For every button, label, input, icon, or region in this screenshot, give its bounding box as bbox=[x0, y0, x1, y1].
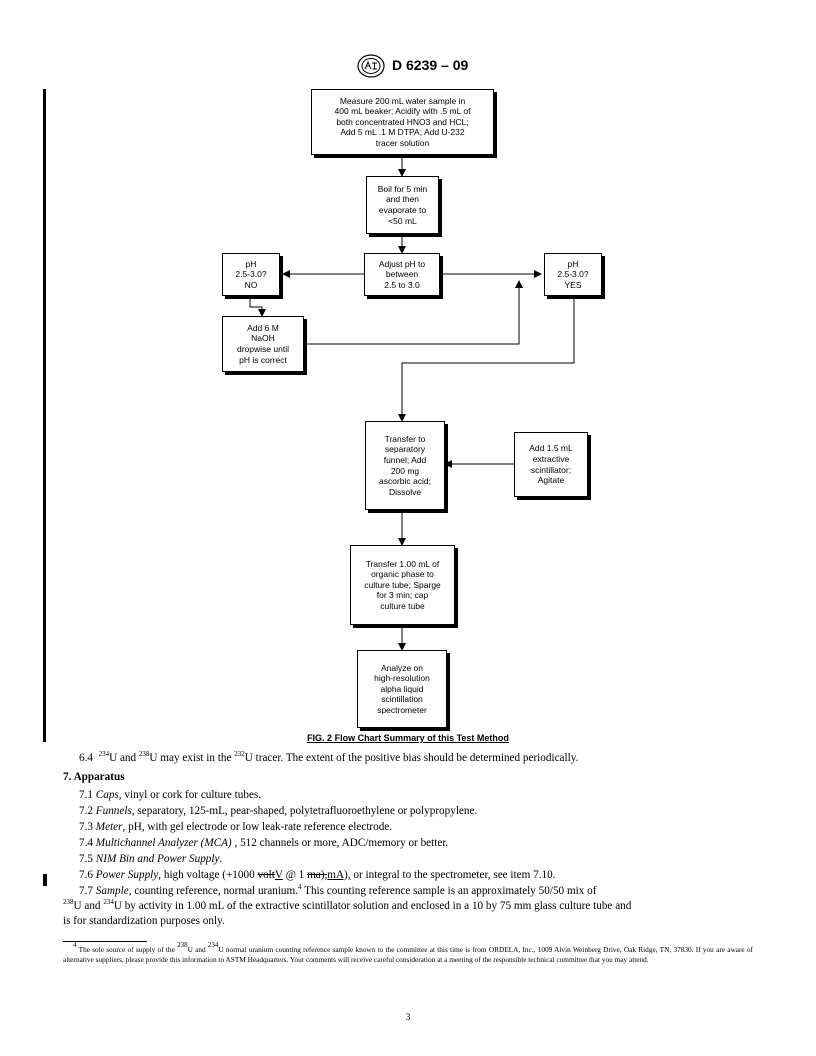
section-heading-apparatus: 7. Apparatus bbox=[63, 771, 125, 783]
apparatus-item-7-7: 7.7 Sample, counting reference, normal uranium.$^4$ This counting reference sample is an approximately 50/50 mix of bbox=[79, 883, 597, 897]
page-number: 3 bbox=[405, 1013, 411, 1023]
apparatus-item-7-3: 7.3 Meter, pH, with gel electrode or low leak-rate reference electrode. bbox=[79, 821, 393, 833]
flow-step-adjust-ph: Adjust pH to between 2.5 to 3.0 bbox=[364, 253, 440, 296]
apparatus-item-7-1: 7.1 Caps, vinyl or cork for culture tubes. bbox=[79, 789, 262, 801]
apparatus-item-7-2: 7.2 Funnels, separatory, 125-mL, pear-shaped, polytetrafluoroethylene or polypropylene. bbox=[79, 805, 478, 817]
flow-step-transfer-funnel: Transfer to separatory funnel; Add 200 mg ascorbic acid; Dissolve bbox=[365, 421, 445, 510]
document-designation: D 6239 – 09 bbox=[392, 57, 469, 73]
apparatus-item-7-7-continued: $^{238}$U and $^{234}$U by activity in 1.00 mL of the extractive scintillator solution and enclosed in a 10 by 75 mm glass culture tube and bbox=[63, 898, 632, 912]
footnote-4: 4 The sole source of supply of the 238U and 234U normal uranium counting reference sample known to the committee at this time is from ORDELA, Inc., 1009 Alvin Weinberg Drive, Oak Ridge, TN, 37830. If you are aware of alternative suppliers, please provide this information to ASTM Headquarters. Your comments will receive careful consideration at a meeting of the responsible technical committee that you may attend. bbox=[63, 941, 753, 964]
apparatus-item-7-7-end: is for standardization purposes only. bbox=[63, 915, 225, 927]
change-bar bbox=[43, 874, 47, 886]
flow-step-measure: Measure 200 mL water sample in 400 mL beaker; Acidify with .5 mL of both concentrated HNO3 and HCL; Add 5 mL .1 M DTPA; Add U-232 tracer solution bbox=[311, 89, 494, 155]
paragraph-6-4: 6.4 $^{234}$U and $^{238}$U may exist in the $^{232}$U tracer. The extent of the positive bias should be determined periodically. bbox=[79, 750, 579, 764]
apparatus-item-7-5: 7.5 NIM Bin and Power Supply. bbox=[79, 853, 223, 865]
flow-step-add-scintillator: Add 1.5 mL extractive scintillator; Agitate bbox=[514, 432, 588, 497]
flow-decision-ph-no: pH 2.5-3.0? NO bbox=[222, 253, 280, 296]
flow-step-analyze: Analyze on high-resolution alpha liquid scintillation spectrometer bbox=[357, 650, 447, 728]
apparatus-item-7-6: 7.6 Power Supply, high voltage (+1000 voltV @ 1 ma),mA), or integral to the spectrometer, see item 7.10. bbox=[79, 869, 556, 881]
flow-decision-ph-yes: pH 2.5-3.0? YES bbox=[544, 253, 602, 296]
apparatus-item-7-4: 7.4 Multichannel Analyzer (MCA) , 512 channels or more, ADC/memory or better. bbox=[79, 837, 449, 849]
figure-caption: FIG. 2 Flow Chart Summary of this Test Method bbox=[307, 733, 509, 743]
flow-step-add-naoh: Add 6 M NaOH dropwise until pH is correct bbox=[222, 316, 304, 372]
flow-step-transfer-organic: Transfer 1.00 mL of organic phase to culture tube; Sparge for 3 min; cap culture tube bbox=[350, 545, 455, 625]
flow-step-boil: Boil for 5 min and then evaporate to <50 mL bbox=[366, 176, 439, 234]
